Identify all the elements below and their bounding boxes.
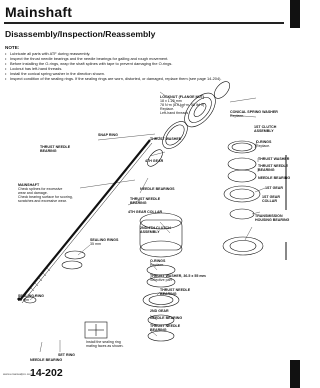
label-o-rings-mid: O-RINGS Replace.: [150, 259, 166, 268]
label-thrust-needle-c: THRUST NEEDLE BEARING: [130, 197, 161, 206]
label-needle-bearings: NEEDLE BEARINGS: [140, 187, 175, 191]
label-needle-bearing-r: NEEDLE BEARING: [258, 176, 291, 180]
label-thrust-washer-b: THRUST WASHER: [258, 157, 290, 161]
note-label: NOTE:: [5, 45, 20, 50]
label-locknut: LOCKNUT (FLANGE NUT) 18 x 1.25 mm 78 N·m (8.0 kgf·m, 58 lbf·ft) Replace. Left-hand threads: [160, 95, 205, 116]
label-fourth-gear: 4TH GEAR: [145, 159, 164, 163]
label-o-rings-top: O-RINGS Replace.: [256, 140, 272, 149]
label-first-gear-collar: 1ST GEAR COLLAR: [262, 195, 280, 204]
label-second-clutch: 2ND/4TH CLUTCH ASSEMBLY: [140, 226, 171, 235]
label-needle-bearing-c: NEEDLE BEARING: [30, 358, 63, 362]
label-thrust-washer-a: THRUST WASHER: [150, 137, 182, 141]
label-thrust-needle-e: THRUST NEEDLE BEARING: [150, 324, 181, 333]
note-item: • Locknut has left-hand threads.: [5, 66, 241, 71]
label-snap-ring: SNAP RING: [98, 133, 118, 137]
note-item: • Inspect the thrust needle bearings and the needle bearings for galling and rough movement.: [5, 56, 241, 61]
label-mainshaft: MAINSHAFT Check splines for excessive wear and damage. Check bearing surface for scoring, scratches and excessive wear.: [18, 183, 73, 204]
page-title: Mainshaft: [5, 4, 73, 20]
label-thrust-needle-b: THRUST NEEDLE BEARING: [258, 164, 289, 173]
label-install-note: Install the sealing ring mating faces as shown.: [86, 340, 124, 349]
note-item: • Inspect condition of the sealing rings. If the sealing rings are worn, distorted, or damaged, replace them (see page 14-204).: [5, 76, 241, 81]
note-item: • Lubricate all parts with ATF during reassembly.: [5, 51, 241, 56]
note-item: • Before installing the O-rings, wrap the shaft splines with tape to prevent damaging the O-rings.: [5, 61, 241, 66]
label-conical-spring-washer: CONICAL SPRING WASHER Replace.: [230, 110, 278, 119]
mainshaft-body: [18, 140, 150, 303]
label-sealing-rings-35: SEALING RINGS 35 mm: [90, 238, 119, 247]
label-needle-bearing-b: NEEDLE BEARING: [150, 316, 183, 320]
page-number: 14-202: [30, 367, 63, 379]
bottom-tab-marker: [290, 360, 300, 388]
label-set-ring: SET RING: [58, 353, 75, 357]
label-first-clutch: 1ST CLUTCH ASSEMBLY: [254, 125, 277, 134]
label-thrust-needle-a: THRUST NEEDLE BEARING: [40, 145, 71, 154]
fourth-gear-shape: [158, 117, 192, 153]
housing-bearing-shape: [223, 237, 263, 255]
label-second-gear: 2ND GEAR: [150, 309, 169, 313]
second-clutch-shape: [140, 220, 182, 250]
label-thrust-washer-selective: THRUST WASHER, 36.5 x 55 mm Selective part: [150, 274, 206, 283]
label-fourth-gear-collar: 4TH GEAR COLLAR: [128, 210, 163, 214]
footer-url: www.emanualpro.com: [3, 372, 33, 376]
label-first-gear: 1ST GEAR: [265, 186, 283, 190]
section-title: Disassembly/Inspection/Reassembly: [5, 29, 156, 39]
label-transmission-housing: TRANSMISSION HOUSING BEARING: [255, 214, 290, 223]
label-sealing-ring-29: SEALING RING 29 mm: [18, 294, 44, 303]
note-item: • Install the conical spring washer in the direction shown.: [5, 71, 241, 76]
label-thrust-needle-d: THRUST NEEDLE BEARING: [160, 288, 191, 297]
first-gear-shape: [224, 186, 260, 202]
